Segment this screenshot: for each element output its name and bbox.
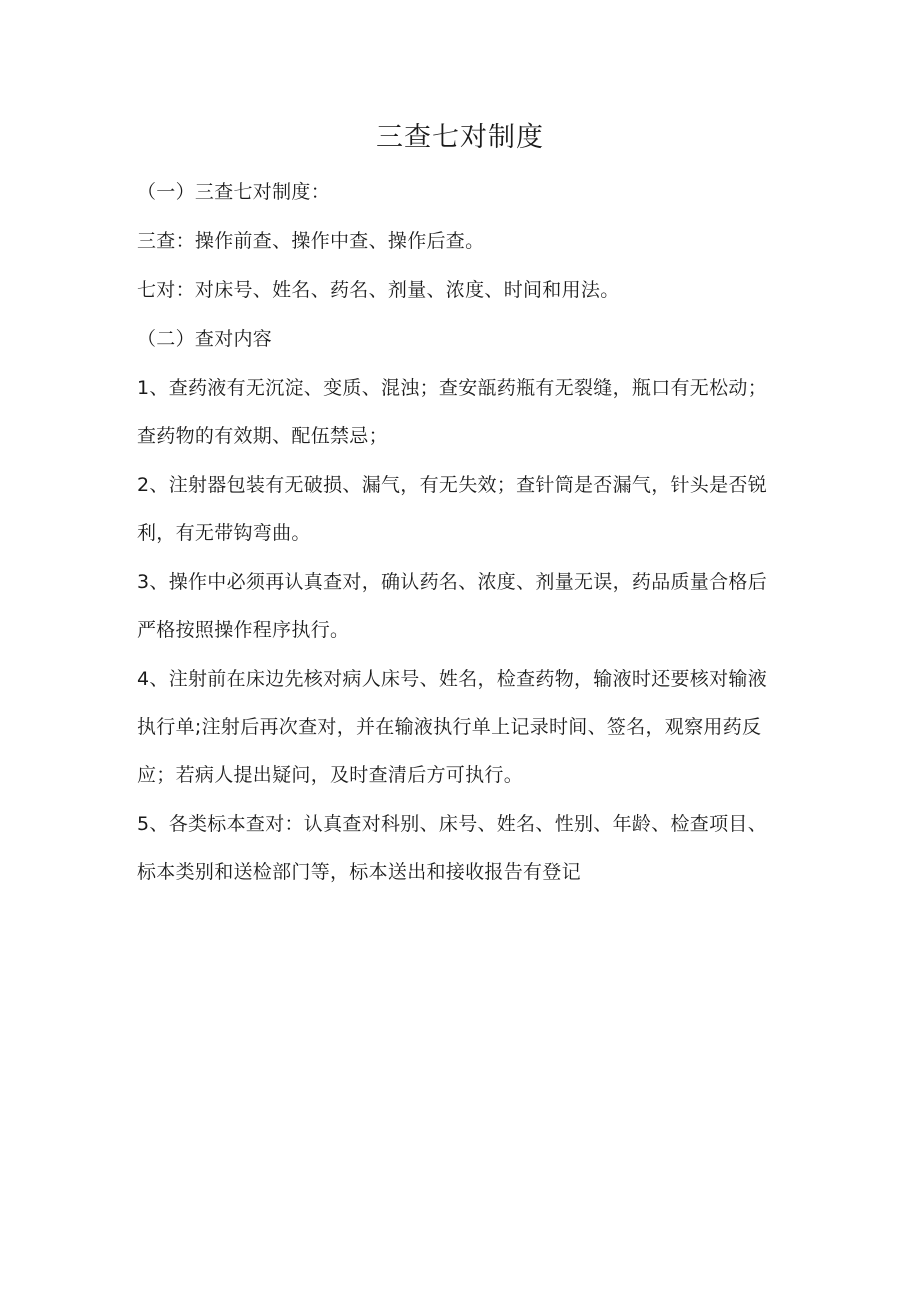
paragraph-seven-verifications: 七对：对床号、姓名、药名、剂量、浓度、时间和用法。 — [137, 279, 620, 301]
section-heading-one: （一）三查七对制度： — [137, 181, 331, 203]
document-body — [137, 168, 777, 897]
paragraph-item-1: 1、查药液有无沉淀、变质、混浊；查安瓿药瓶有无裂缝，瓶口有无松动；查药物的有效期、配伍禁忌； — [137, 377, 767, 447]
paragraph-item-5: 5、各类标本查对：认真查对科别、床号、姓名、性别、年龄、检查项目、标本类别和送检部门等，标本送出和接收报告有登记 — [137, 813, 767, 883]
paragraph-item-3: 3、操作中必须再认真查对，确认药名、浓度、剂量无误，药品质量合格后严格按照操作程序执行。 — [137, 571, 767, 641]
document-title: 三查七对制度 — [376, 122, 544, 153]
paragraph-item-4: 4、注射前在床边先核对病人床号、姓名，检查药物，输液时还要核对输液执行单;注射后再次查对，并在输液执行单上记录时间、签名，观察用药反应；若病人提出疑问，及时查清后方可执行。 — [137, 668, 767, 786]
section-heading-two: （二）查对内容 — [137, 328, 273, 350]
paragraph-item-2: 2、注射器包装有无破损、漏气，有无失效；查针筒是否漏气，针头是否锐利，有无带钩弯曲。 — [137, 474, 767, 544]
paragraph-three-checks: 三查：操作前查、操作中查、操作后查。 — [137, 230, 485, 252]
